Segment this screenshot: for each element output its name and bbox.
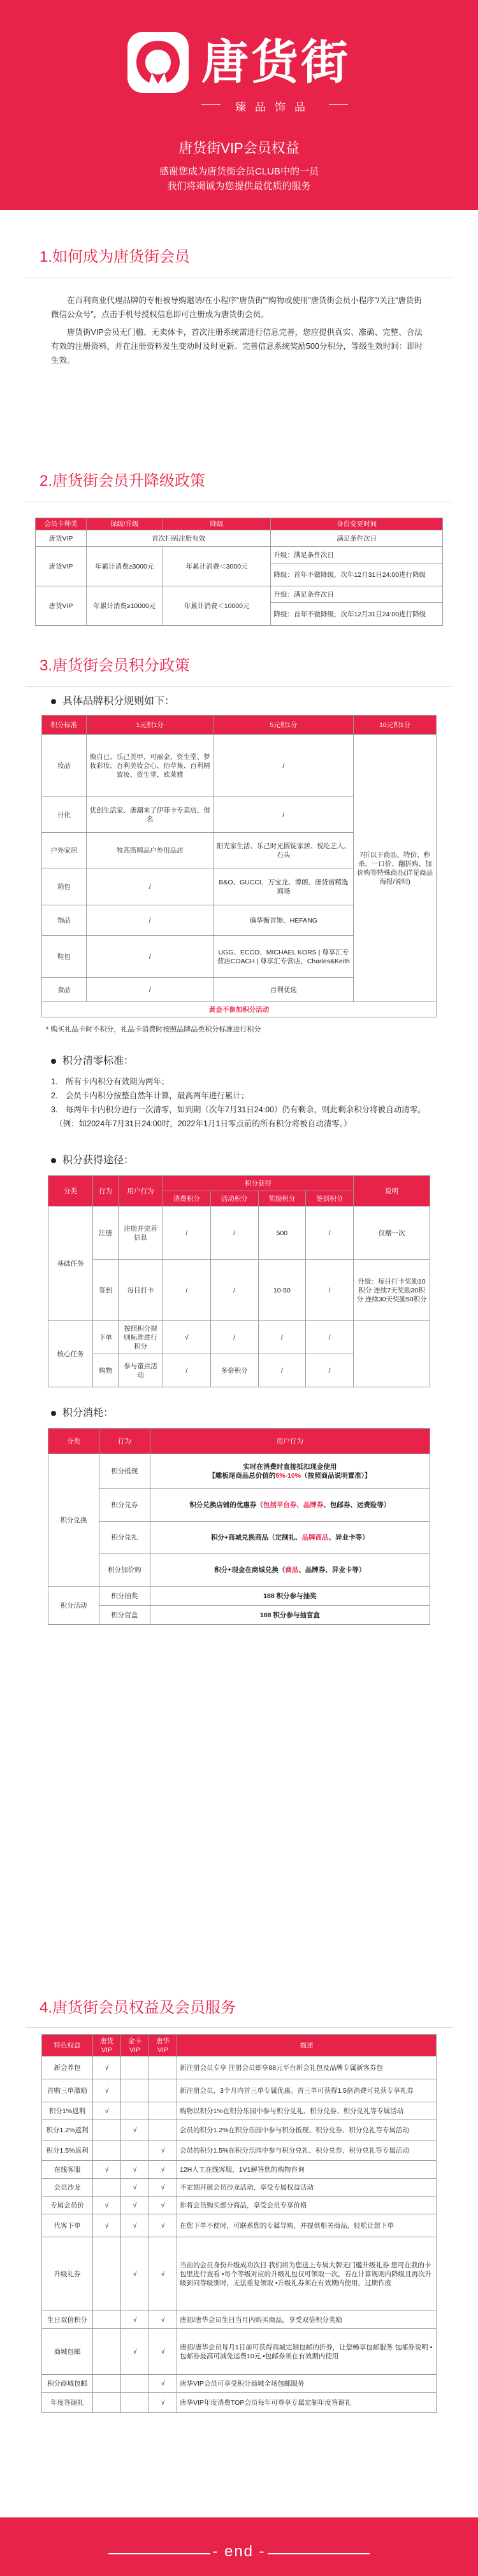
table-row <box>42 2237 437 2311</box>
table-cell: 升级礼券 <box>42 2237 93 2311</box>
table-header: 金卡VIP <box>121 2035 149 2056</box>
table-cell: 积分加价购 <box>99 1553 150 1587</box>
table-cell: 年累计消费＜10000元 <box>163 586 271 626</box>
table-cell: 确华衡首饰、HEFANG <box>214 905 354 936</box>
rule-line: 1. 所有卡内积分有效期为两年； <box>51 1077 170 1086</box>
cell-line: 实时在消费时直接抵扣现金使用 <box>243 1462 337 1471</box>
table-cell: UGG、ECCO、MICHAEL KORS | 尊享汇专营店COACH | 尊享汇专营店、Charles&Keith <box>214 936 354 978</box>
table-cell: 积分1.5%返利 <box>42 2141 93 2161</box>
table-cell: 降级：首年不做降级，次年12月31日24:00进行降级 <box>271 603 443 626</box>
paragraph: 在百利商业代理品牌的专柜被导购邀请/在小程序“唐货街”“购物或使用”唐货街会员小程序”/关注“唐货街微信公众号”，点击手机号授权信息即可注册成为唐货街会员。 <box>51 296 422 319</box>
table-cell <box>93 2120 121 2141</box>
highlight-text: 包括平台券、品牌券 <box>263 1501 324 1509</box>
section-title: 2.唐货街会员升降级政策 <box>40 472 206 490</box>
table-header: 分类 <box>48 1176 93 1207</box>
table-header: 唐货VIP <box>93 2035 121 2056</box>
table-cell: 生日双倍积分 <box>42 2311 93 2329</box>
sub-title-text: 积分清零标准： <box>62 1056 134 1066</box>
table-cell: B&O、GUCCI、万宝龙、博朗、唐货街精选商场 <box>214 868 354 905</box>
table-row <box>42 2120 437 2141</box>
bullet-dot <box>51 1059 56 1064</box>
table-cell: 升级：满足条件次日 <box>271 586 443 603</box>
table-cell <box>150 1489 430 1522</box>
slogan-divider-right <box>329 104 348 105</box>
table-cell <box>121 2079 149 2102</box>
table-row <box>42 2179 437 2197</box>
points-table <box>41 715 437 1017</box>
table-cell: 积分盲盒 <box>99 1606 150 1625</box>
table-cell: 年累计消费≥3000元 <box>86 547 163 586</box>
table-cell: √ <box>93 2079 121 2102</box>
rule-line: 3. 每两年卡内积分进行一次清零，如到期（次年7月31日24:00）仍有剩余，则此剩余积分将被自动清零。 <box>51 1105 426 1114</box>
table-cell <box>121 2393 149 2413</box>
table-cell: 百利优选 <box>214 978 354 1002</box>
table-cell: / <box>163 1207 211 1260</box>
table-header: 会员卡种类 <box>36 518 87 530</box>
cell-text: （按照商品说明置准）】 <box>301 1471 372 1480</box>
table-cell: 每日打卡 <box>119 1260 163 1321</box>
bullet-dot <box>51 699 56 704</box>
table-header: 降级 <box>163 518 271 530</box>
sub-title <box>51 693 478 710</box>
table-cell: √ <box>121 2311 149 2329</box>
table-cell: 唐华VIP会员可享受积分商城全场包邮服务 <box>177 2375 437 2393</box>
table-cell: / <box>214 735 354 797</box>
table-cell: 积分兑券 <box>99 1489 150 1522</box>
table-cell: 新注册会员，3个月内首三单专属优惠。首三单可获得1.5倍消费可兑获专享礼券 <box>177 2079 437 2102</box>
brand-logo-icon <box>127 32 189 93</box>
table-cell: 年累计消费≥10000元 <box>86 586 163 626</box>
table-cell: 基础任务 <box>48 1207 93 1321</box>
table-cell <box>93 2329 121 2375</box>
table-cell: 当前的会员身份升级成功次日 我们将为您送上专属大牌无门槛升级礼券 您可在我的卡包里进行查看 •每个等级对应的升级礼包仅可领取一次，若在计算规则内降级且再次升级到同等级别时，无法重复领取 •升级礼券须在有效期内使用，过期作废 <box>177 2237 437 2311</box>
table-cell: 会员的积分1.2%在积分乐园中参与积分抵现、积分兑券、积分兑礼等专属活动 <box>177 2120 437 2141</box>
table-header: 描述 <box>177 2035 437 2056</box>
table-cell: / <box>258 1321 306 1354</box>
table-cell: √ <box>93 2214 121 2237</box>
table-row <box>42 2329 437 2375</box>
table-cell: 鞋包 <box>42 936 87 978</box>
table-cell: √ <box>149 2375 177 2393</box>
table-header: 消费积分 <box>163 1191 211 1207</box>
table-cell: √ <box>121 2179 149 2197</box>
cell-text: 【雕板尾商品总价值的 <box>208 1471 276 1480</box>
section-title: 1.如何成为唐货街会员 <box>40 248 191 265</box>
table-cell: 积分活动 <box>48 1587 99 1625</box>
table-header: 行为 <box>93 1176 119 1207</box>
table-cell: 积分1.2%返利 <box>42 2120 93 2141</box>
rule-line: （例：如2024年7月31日24:00时，2022年1月1日零点前的所有积分将被自动清零。） <box>51 1119 352 1128</box>
table-cell: √ <box>149 2161 177 2179</box>
table-cell: √ <box>163 1321 211 1354</box>
table-footer: 黄金不参加积分活动 <box>42 1002 437 1017</box>
table-cell <box>121 2141 149 2161</box>
table-row <box>42 2056 437 2079</box>
hero-description <box>0 164 478 194</box>
cell-text: 积分+商城兑换商品（定制礼、 <box>211 1533 302 1541</box>
table-cell: √ <box>121 2161 149 2179</box>
table-cell: 阳光家生活、乐己时光圆锭家居、悦吃艺人、石头 <box>214 833 354 868</box>
table-cell: 注册并完善信息 <box>119 1207 163 1260</box>
table-cell: √ <box>121 2329 149 2375</box>
table-cell: 多倍积分 <box>210 1354 258 1387</box>
paragraph: 唐货街VIP会员无门槛、无卖体卡，首次注册系统需进行信息完善，您应提供真实、准确、完整、合法有效的注册资料，并在注册资料发生变动时及时更新。完善信息系统奖励500分积分，等级生效时间：即时生效。 <box>51 328 423 365</box>
table-cell: / <box>86 936 214 978</box>
table-cell: √ <box>149 2179 177 2197</box>
sub-title <box>51 1405 478 1422</box>
table-cell <box>149 2120 177 2141</box>
sub-title <box>51 1152 478 1169</box>
table-header: 说明 <box>354 1176 430 1207</box>
table-header: 保级/升级 <box>86 518 163 530</box>
hero-desc-line: 我们将竭诚为您提供最优质的服务 <box>167 181 311 192</box>
table-cell: 500 <box>258 1207 306 1260</box>
sub-title <box>51 1053 478 1070</box>
table-cell <box>121 2056 149 2079</box>
rule-line: 2. 会员卡内积分按整自然年计算，最高两年进行累计； <box>51 1091 249 1100</box>
table-cell: / <box>258 1354 306 1387</box>
table-cell: 首次扫码注册有效 <box>86 530 271 547</box>
table-cell: 7折以下商品、特价、秒杀、一口价、翻折购、加价购等特殊商品(详见商品海报/说明) <box>354 735 437 1002</box>
table-cell: 唐华VIP年度消费TOP会员每年可尊享专属定制年度答谢礼 <box>177 2393 437 2413</box>
section-points-policy <box>0 656 478 1625</box>
table-cell: 户外家居 <box>42 833 87 868</box>
table-cell: 188 积分参与抽盲盒 <box>150 1606 430 1625</box>
cell-text: 、异业卡等） <box>328 1533 369 1541</box>
table-cell: 参与童点活动 <box>119 1354 163 1387</box>
brand-slogan: 臻品饰品 <box>235 101 314 113</box>
table-header: 唐华VIP <box>149 2035 177 2056</box>
cell-text: 积分兑换店铺的优惠券（ <box>189 1501 263 1509</box>
section-title: 4.唐货街会员权益及会员服务 <box>40 1999 236 2016</box>
benefits-table <box>41 2034 437 2413</box>
highlight-text: 商品 <box>285 1566 299 1574</box>
table-cell: 满足条件次日 <box>271 530 443 547</box>
table-cell: √ <box>93 2161 121 2179</box>
table-cell: 食品 <box>42 978 87 1002</box>
table-header: 签到积分 <box>306 1191 354 1207</box>
table-cell: √ <box>149 2141 177 2161</box>
table-cell <box>93 2311 121 2329</box>
table-cell: / <box>163 1260 211 1321</box>
table-cell: √ <box>149 2311 177 2329</box>
section-upgrade-policy <box>0 471 478 626</box>
table-cell: 年度答谢礼 <box>42 2393 93 2413</box>
table-header: 身份变更时间 <box>271 518 443 530</box>
section-title: 3.唐货街会员积分政策 <box>40 657 191 674</box>
table-header: 1元积1分 <box>86 716 214 735</box>
table-cell: √ <box>149 2197 177 2214</box>
table-cell: 箱包 <box>42 868 87 905</box>
table-cell: / <box>306 1354 354 1387</box>
table-cell: 新注册会员专享 注册会员即享88元平台新会礼包及品牌专属新客券包 <box>177 2056 437 2079</box>
hero-banner <box>0 0 478 210</box>
table-cell: 商城包邮 <box>42 2329 93 2375</box>
table-cell: 唐货VIP <box>36 547 87 586</box>
table-cell: √ <box>121 2120 149 2141</box>
clear-rules <box>51 1075 427 1131</box>
table-header: 特色权益 <box>42 2035 93 2056</box>
note: * 购买礼品卡时不积分，礼品卡消费时按照品牌品类积分标准进行积分 <box>46 1026 261 1033</box>
upgrade-table <box>35 518 443 626</box>
table-cell: 注册 <box>93 1207 119 1260</box>
table-cell: 牧高笛精品户外用品店 <box>86 833 214 868</box>
table-cell: / <box>210 1260 258 1321</box>
section-member-benefits <box>0 1998 478 2413</box>
table-header: 用户行为 <box>150 1429 430 1454</box>
table-cell <box>149 2056 177 2079</box>
table-cell: 首购三单激励 <box>42 2079 93 2102</box>
table-cell: 积分1%返利 <box>42 2102 93 2120</box>
highlight-text: 5%-10% <box>275 1471 301 1480</box>
section-how-to-join <box>0 247 478 367</box>
table-cell: 积分抽奖 <box>99 1587 150 1606</box>
table-cell: 核心任务 <box>48 1321 93 1387</box>
brand-name: 唐货街 <box>201 36 351 88</box>
table-header: 分类 <box>48 1429 99 1454</box>
table-cell: 下单 <box>93 1321 119 1354</box>
table-cell: / <box>86 978 214 1002</box>
table-cell: 不定期开展会员沙龙活动，享受专属权益活动 <box>177 2179 437 2197</box>
table-cell: 12H人工在线客服，1V1解答您的购物咨询 <box>177 2161 437 2179</box>
table-row <box>42 2311 437 2329</box>
table-cell: 188 积分参与抽奖 <box>150 1587 430 1606</box>
table-cell <box>150 1454 430 1489</box>
table-cell: 升级：满足条件次日 <box>271 547 443 563</box>
table-cell: / <box>163 1354 211 1387</box>
table-cell <box>150 1553 430 1587</box>
sub-title-text: 积分消耗： <box>62 1408 114 1419</box>
table-cell: 降级：首年不做降级，次年12月31日24:00进行降级 <box>271 563 443 586</box>
table-cell: 购物以积分1%在积分乐园中参与积分兑礼、积分兑券、积分兑礼等专属活动 <box>177 2102 437 2120</box>
table-cell: / <box>306 1321 354 1354</box>
table-cell: 按照积分规则标准进行积分 <box>119 1321 163 1354</box>
table-cell: 10-50 <box>258 1260 306 1321</box>
table-header: 10元积1分 <box>354 716 437 735</box>
table-cell: 优创生活家、唐潮来了伊菲卡专卖店、借名 <box>86 797 214 833</box>
table-cell: 焕自已、乐己美甲、可丽金、资生堂、梦妆彩妆、百利美妆会心、佰草集、百利精致妆、资生堂、欧莱雅 <box>86 735 214 797</box>
table-cell <box>93 2237 121 2311</box>
table-cell <box>93 2375 121 2393</box>
table-cell: / <box>210 1321 258 1354</box>
table-cell: / <box>86 905 214 936</box>
bullet-dot <box>51 1411 56 1416</box>
table-row <box>42 2214 437 2237</box>
end-divider-right <box>268 2553 370 2554</box>
table-row <box>42 2375 437 2393</box>
spend-table <box>48 1428 430 1625</box>
table-cell: / <box>306 1260 354 1321</box>
table-cell: √ <box>93 2056 121 2079</box>
table-row <box>42 2393 437 2413</box>
table-cell: / <box>306 1207 354 1260</box>
table-cell <box>150 1522 430 1553</box>
table-cell: 升级：每日打卡奖励10积分 连续7天奖励30积分 连续30天奖励50积分 <box>354 1260 430 1321</box>
page-title: 唐货街VIP会员权益 <box>178 140 300 156</box>
table-cell: / <box>86 868 214 905</box>
table-cell: / <box>210 1207 258 1260</box>
table-cell: 积分兑换 <box>48 1454 99 1587</box>
table-row <box>42 2079 437 2102</box>
table-cell: 专属会员价 <box>42 2197 93 2214</box>
table-cell: 唐货VIP <box>36 586 87 626</box>
table-cell: 积分商城包邮 <box>42 2375 93 2393</box>
table-cell: 唐初/唐华会员生日当月内购买商品，享受双倍积分奖励 <box>177 2311 437 2329</box>
cell-text: 积分+现金在商城兑换（ <box>214 1566 286 1574</box>
table-cell: 积分抵现 <box>99 1454 150 1489</box>
table-cell <box>149 2102 177 2120</box>
table-cell: √ <box>149 2214 177 2237</box>
table-cell: 唐货VIP <box>36 530 87 547</box>
table-cell: √ <box>121 2214 149 2237</box>
sub-title-text: 具体品牌积分规则如下： <box>62 696 175 707</box>
table-cell: 唐初/唐华会员每月1日前可获得商城定制包邮的折券，让您畅享包邮服务 包邮券说明 •包邮券最高可减免运费10元 •包邮券须在有效期内使用 <box>177 2329 437 2375</box>
sub-title-text: 积分获得途径： <box>62 1155 134 1166</box>
divider <box>25 686 453 687</box>
table-cell: √ <box>149 2393 177 2413</box>
highlight-text: 品牌商品 <box>301 1533 329 1541</box>
table-header: 奖励积分 <box>258 1191 306 1207</box>
table-cell: 积分兑礼 <box>99 1522 150 1553</box>
table-cell <box>93 2179 121 2197</box>
divider <box>25 2027 453 2028</box>
table-cell: 会员沙龙 <box>42 2179 93 2197</box>
table-cell: 饰品 <box>42 905 87 936</box>
table-cell <box>121 2102 149 2120</box>
table-cell: 在您下单不便时，可联系您的专属导购，并提供相关商品，轻松让您下单 <box>177 2214 437 2237</box>
table-cell: √ <box>121 2237 149 2311</box>
table-cell: 妆品 <box>42 735 87 797</box>
table-cell: 在线客服 <box>42 2161 93 2179</box>
table-cell: 新会养包 <box>42 2056 93 2079</box>
table-row <box>42 2161 437 2179</box>
earn-table <box>48 1175 430 1387</box>
bullet-dot <box>51 1158 56 1163</box>
cell-text: 、包邮券、运费险等） <box>323 1501 391 1509</box>
table-cell <box>93 2141 121 2161</box>
table-cell: 日化 <box>42 797 87 833</box>
table-header: 行为 <box>99 1429 150 1454</box>
table-cell <box>149 2079 177 2102</box>
end-text: - end - <box>212 2543 266 2560</box>
table-cell: 购物 <box>93 1354 119 1387</box>
table-cell: 签到 <box>93 1260 119 1321</box>
table-header: 活动积分 <box>210 1191 258 1207</box>
table-cell: √ <box>93 2102 121 2120</box>
table-cell: √ <box>93 2197 121 2214</box>
table-row <box>42 2141 437 2161</box>
table-cell: 会员的积分1.5%在积分乐园中参与积分兑礼、积分兑券、积分兑礼等专属活动 <box>177 2141 437 2161</box>
table-cell: 仅赠一次 <box>354 1207 430 1260</box>
table-cell: / <box>214 797 354 833</box>
table-header: 积分标准 <box>42 716 87 735</box>
table-cell <box>121 2375 149 2393</box>
table-row <box>42 2102 437 2120</box>
cell-text: 、品牌券、异业卡等） <box>298 1566 366 1574</box>
table-cell: 年累计消费＜3000元 <box>163 547 271 586</box>
hero-desc-line: 感谢您成为唐货街会员CLUB中的一员 <box>159 166 319 177</box>
table-header: 5元积1分 <box>214 716 354 735</box>
cell-line <box>153 1471 427 1480</box>
table-cell <box>354 1321 430 1387</box>
table-cell: √ <box>121 2197 149 2214</box>
table-row <box>42 2197 437 2214</box>
table-cell: 你将会员购买部分商品，享受会员专享价格 <box>177 2197 437 2214</box>
table-cell: 代客下单 <box>42 2214 93 2237</box>
brand-logo <box>127 32 351 115</box>
table-header: 用户行为 <box>119 1176 163 1207</box>
table-cell: √ <box>149 2329 177 2375</box>
table-cell: √ <box>149 2237 177 2311</box>
table-header: 积分获得 <box>163 1176 354 1191</box>
table-cell <box>93 2393 121 2413</box>
